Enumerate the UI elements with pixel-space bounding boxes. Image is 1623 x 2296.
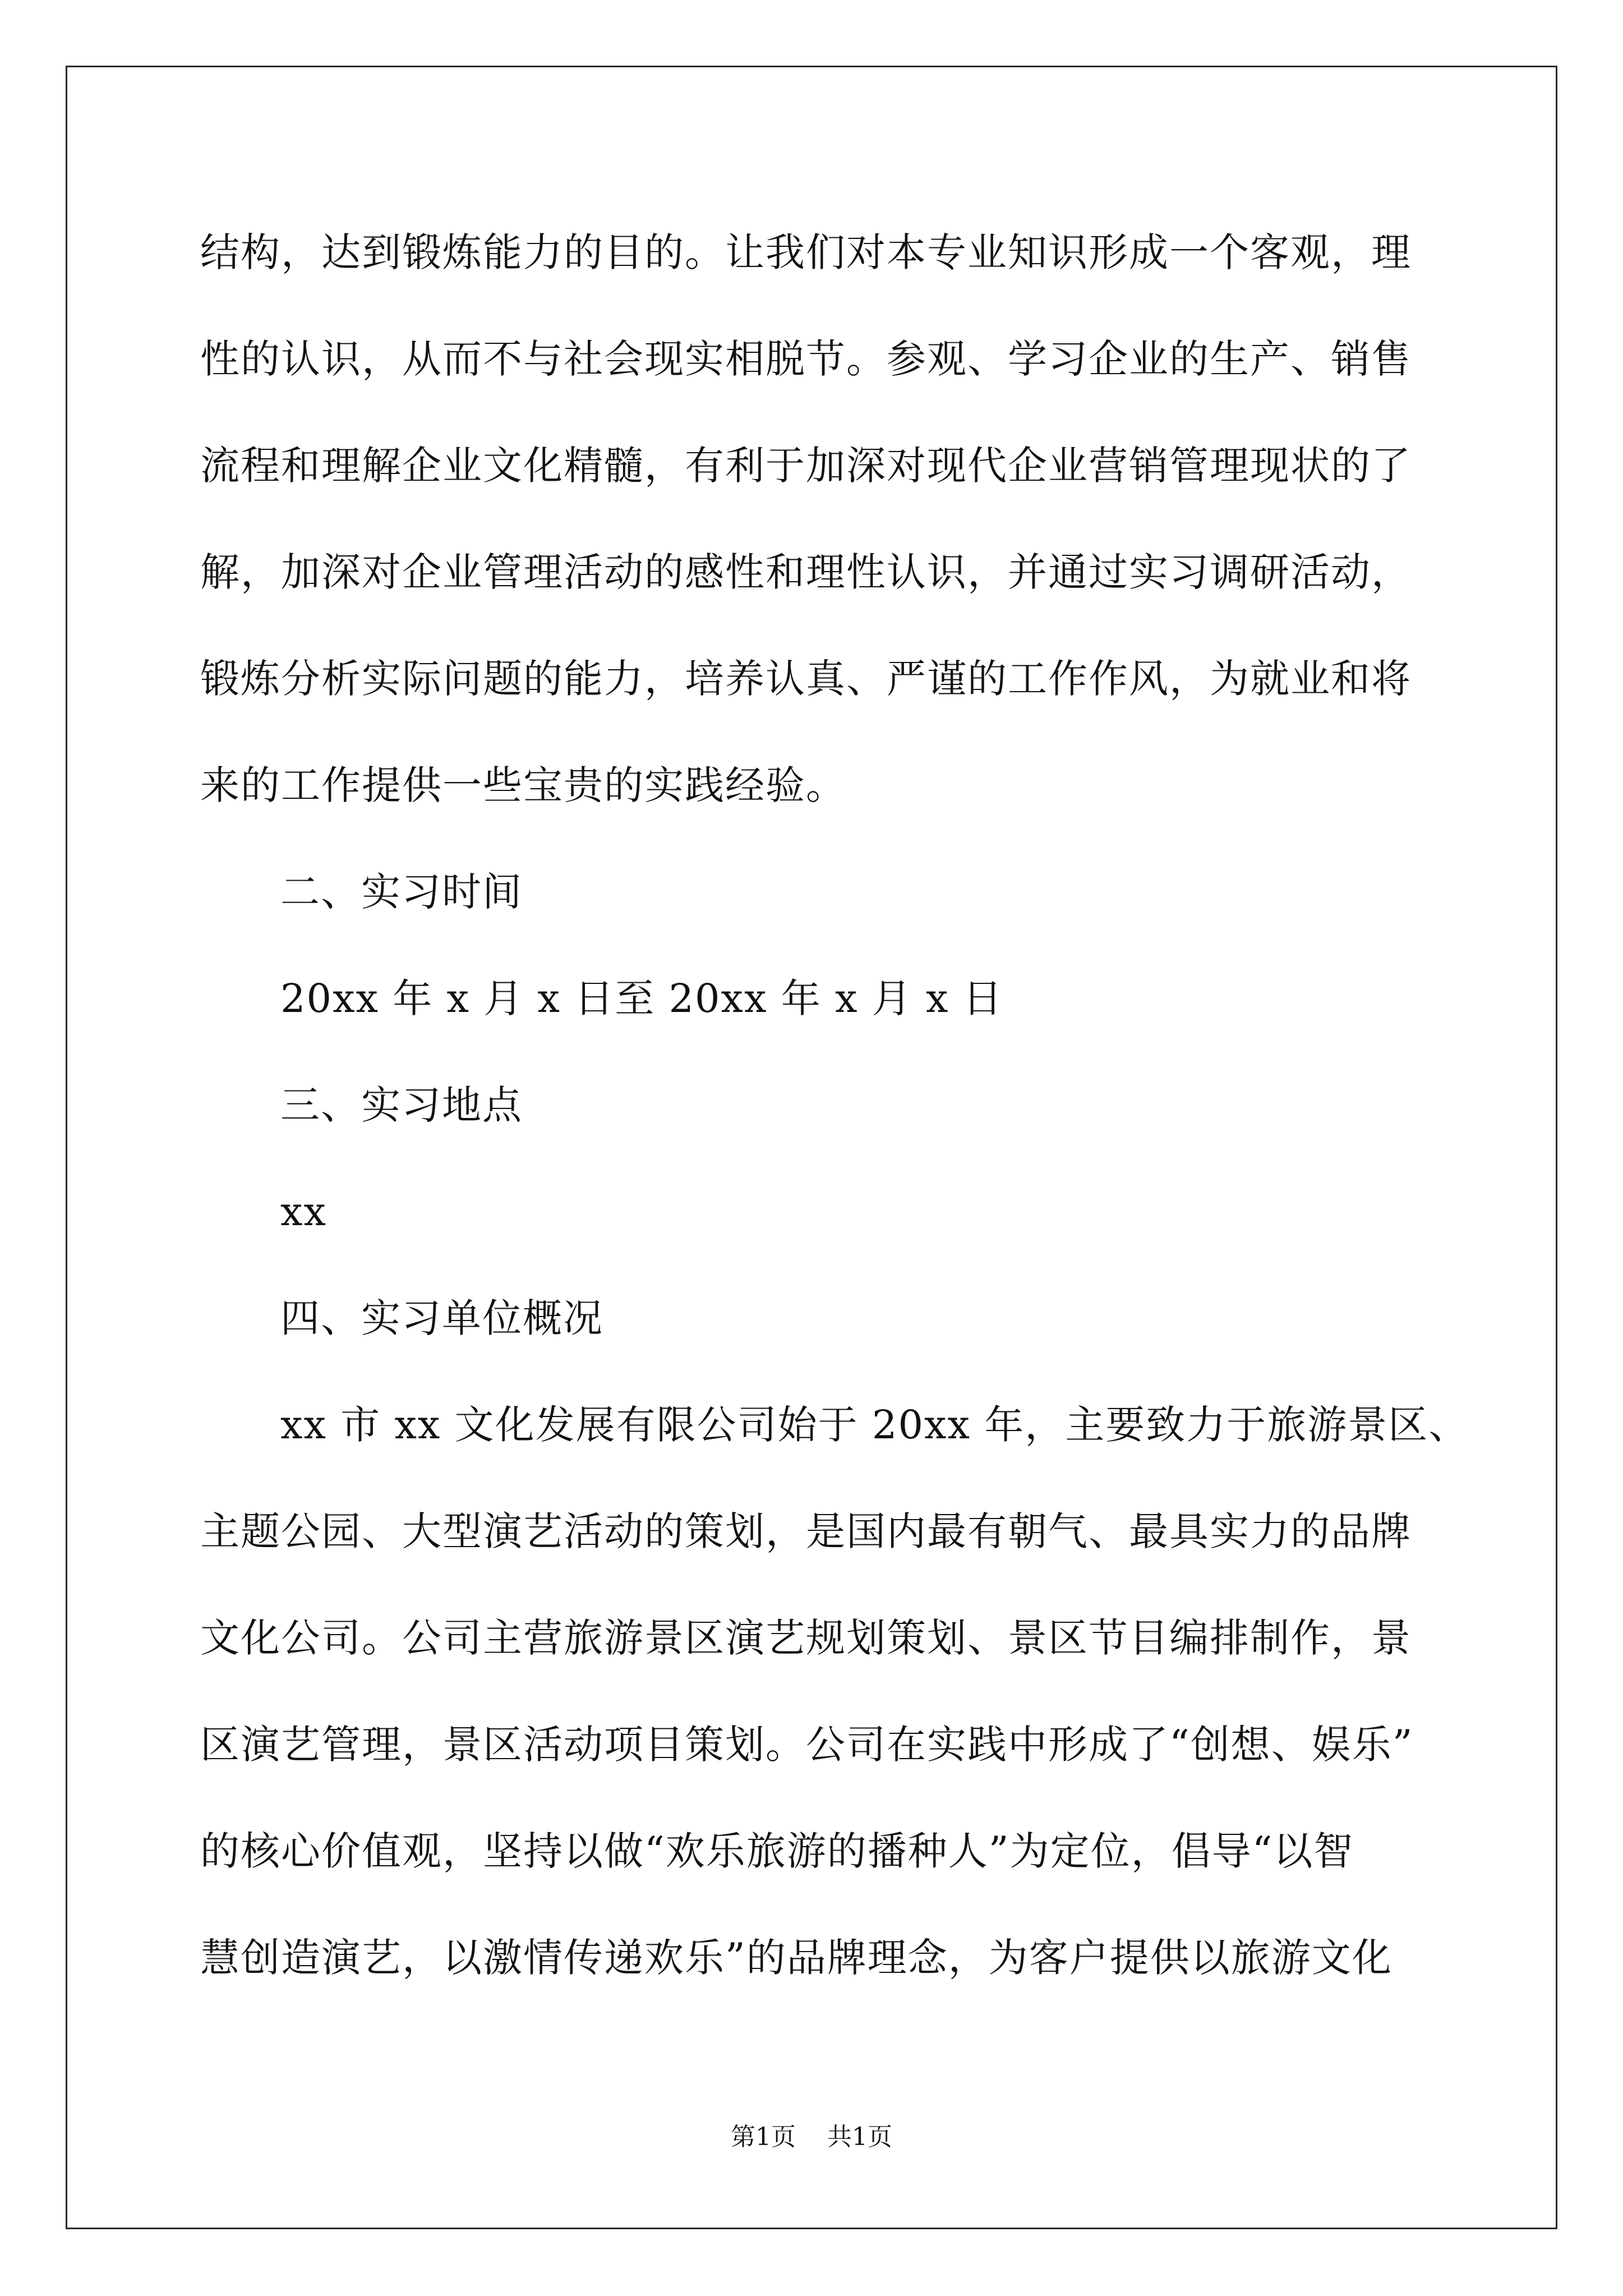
- page-border: [66, 66, 1557, 2229]
- body-text-line: 文化公司。公司主营旅游景区演艺规划策划、景区节目编排制作，景: [200, 1615, 1412, 1661]
- section-heading: 四、实习单位概况: [280, 1295, 603, 1341]
- body-text-line: 主题公园、大型演艺活动的策划，是国内最有朝气、最具实力的品牌: [200, 1508, 1412, 1554]
- body-text-line: 20xx 年 x 月 x 日至 20xx 年 x 月 x 日: [280, 976, 1003, 1022]
- body-text-line: 区演艺管理，景区活动项目策划。公司在实践中形成了“创想、娱乐”: [200, 1722, 1414, 1768]
- page-footer: [0, 2122, 1623, 2153]
- body-text-line: 流程和理解企业文化精髓，有利于加深对现代企业营销管理现状的了: [200, 443, 1412, 489]
- page-total: 共1页: [827, 2123, 892, 2151]
- body-text-line: xx 市 xx 文化发展有限公司始于 20xx 年，主要致力于旅游景区、: [280, 1402, 1469, 1448]
- body-text-line: 结构，达到锻炼能力的目的。让我们对本专业知识形成一个客观，理: [200, 229, 1412, 275]
- body-text-line: 解，加深对企业管理活动的感性和理性认识，并通过实习调研活动，: [200, 549, 1412, 595]
- body-text-line: 锻炼分析实际问题的能力，培养认真、严谨的工作作风，为就业和将: [200, 656, 1412, 702]
- page-number: 第1页: [731, 2123, 796, 2151]
- body-text-line: 慧创造演艺，以激情传递欢乐”的品牌理念，为客户提供以旅游文化: [200, 1935, 1393, 1981]
- body-text-line: 来的工作提供一些宝贵的实践经验。: [200, 762, 846, 808]
- section-heading: 二、实习时间: [280, 869, 523, 915]
- body-text-line: xx: [280, 1189, 327, 1235]
- body-text-line: 的核心价值观，坚持以做“欢乐旅游的播种人”为定位，倡导“以智: [200, 1828, 1354, 1874]
- body-text-line: 性的认识，从而不与社会现实相脱节。参观、学习企业的生产、销售: [200, 336, 1412, 382]
- section-heading: 三、实习地点: [280, 1082, 523, 1128]
